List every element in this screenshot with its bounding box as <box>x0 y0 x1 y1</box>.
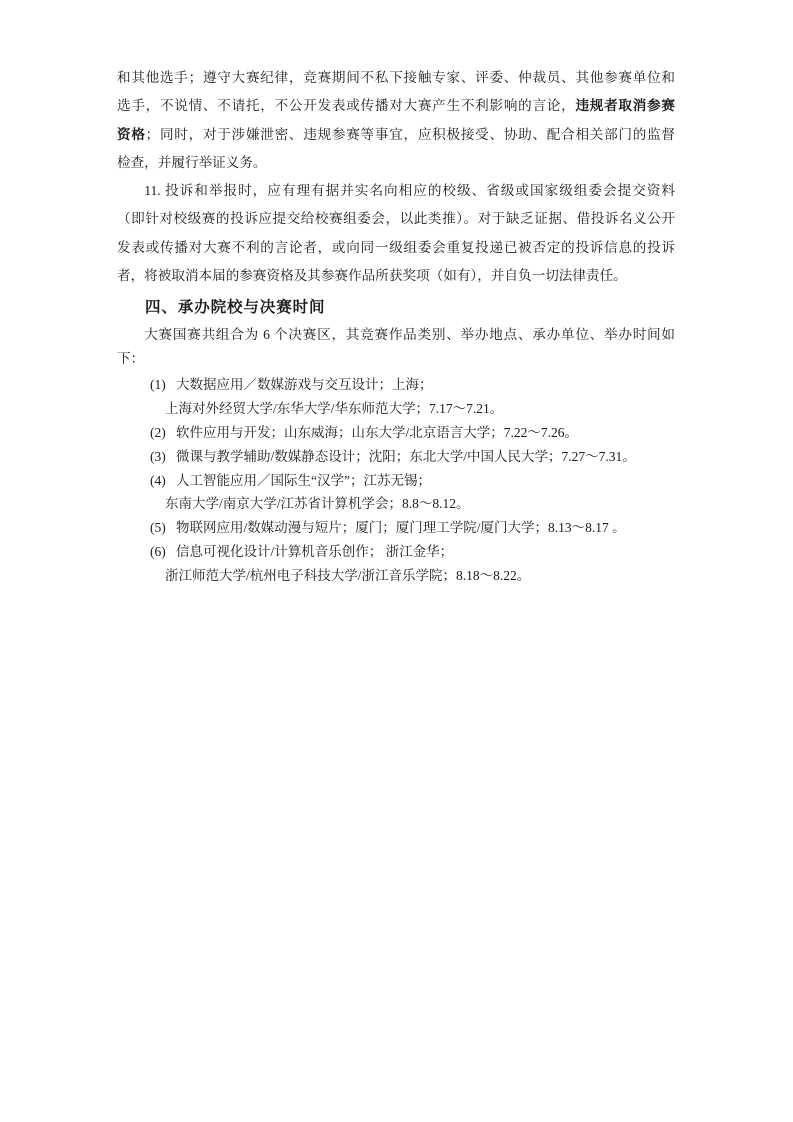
venue-number: (6) <box>150 543 166 559</box>
venue-list <box>150 373 675 587</box>
venue-text: 人工智能应用／国际生“汉学”；江苏无锡； <box>176 472 431 488</box>
venue-item <box>150 445 675 469</box>
venue-text: 物联网应用/数媒动漫与短片；厦门；厦门理工学院/厦门大学；8.13～8.17 。 <box>176 520 626 536</box>
venue-item <box>150 540 675 564</box>
venue-item <box>150 373 675 397</box>
page-content <box>117 64 675 588</box>
text-line <box>117 121 675 149</box>
bold-segment: 违规者取消参赛 <box>575 98 676 114</box>
section-heading: 四、承办院校与决赛时间 <box>145 299 326 317</box>
venue-detail: 浙江师范大学/杭州电子科技大学/浙江音乐学院；8.18～8.22。 <box>165 567 531 583</box>
venue-number: (5) <box>150 520 166 536</box>
text-line: 者，将被取消本届的参赛资格及其参赛作品所获奖项（如有），并自负一切法律责任。 <box>117 268 627 284</box>
venue-item <box>150 421 675 445</box>
section-intro <box>117 323 675 371</box>
venue-number: (3) <box>150 448 166 464</box>
rules-paragraph <box>117 64 675 177</box>
text-line: （即针对校级赛的投诉应提交给校赛组委会，以此类推）。对于缺乏证据、借投诉名义公开 <box>117 211 675 227</box>
venue-detail: 东南大学/南京大学/江苏省计算机学会；8.8～8.12。 <box>165 496 470 512</box>
text-segment: ；同时，对于涉嫌泄密、违规参赛等事宜，应积极接受、协助、配合相关部门的监督 <box>145 126 676 142</box>
text-line: 下： <box>117 351 145 367</box>
venue-text: 软件应用与开发；山东威海；山东大学/北京语言大学；7.22～7.26。 <box>176 424 578 440</box>
bold-segment: 资格 <box>117 126 146 142</box>
venue-item <box>150 516 675 540</box>
text-segment: 选手，不说情、不请托，不公开发表或传播对大赛产生不利影响的言论， <box>117 98 576 114</box>
venue-number: (4) <box>150 472 166 488</box>
venue-number: (2) <box>150 424 166 440</box>
venue-number: (1) <box>150 377 166 393</box>
text-line: 发表或传播对大赛不利的言论者，或向同一级组委会重复投递已被否定的投诉信息的投诉 <box>117 239 675 255</box>
venue-text: 微课与教学辅助/数媒静态设计；沈阳；东北大学/中国人民大学；7.27～7.31。 <box>176 448 636 464</box>
venue-item <box>150 469 675 493</box>
text-line: 11. 投诉和举报时，应有理有据并实名向相应的校级、省级或国家级组委会提交资料 <box>144 183 675 199</box>
complaint-paragraph <box>117 177 675 290</box>
text-line: 大赛国赛共组合为 6 个决赛区，其竞赛作品类别、举办地点、承办单位、举办时间如 <box>144 327 675 343</box>
text-line: 检查，并履行举证义务。 <box>117 154 267 170</box>
venue-text: 大数据应用／数媒游戏与交互设计；上海； <box>176 377 433 393</box>
text-line <box>117 92 675 120</box>
venue-detail: 上海对外经贸大学/东华大学/华东师范大学；7.17～7.21。 <box>165 401 504 417</box>
venue-text: 信息可视化设计/计算机音乐创作； 浙江金华； <box>176 543 454 559</box>
text-line: 和其他选手；遵守大赛纪律，竞赛期间不私下接触专家、评委、仲裁员、其他参赛单位和 <box>117 70 675 85</box>
